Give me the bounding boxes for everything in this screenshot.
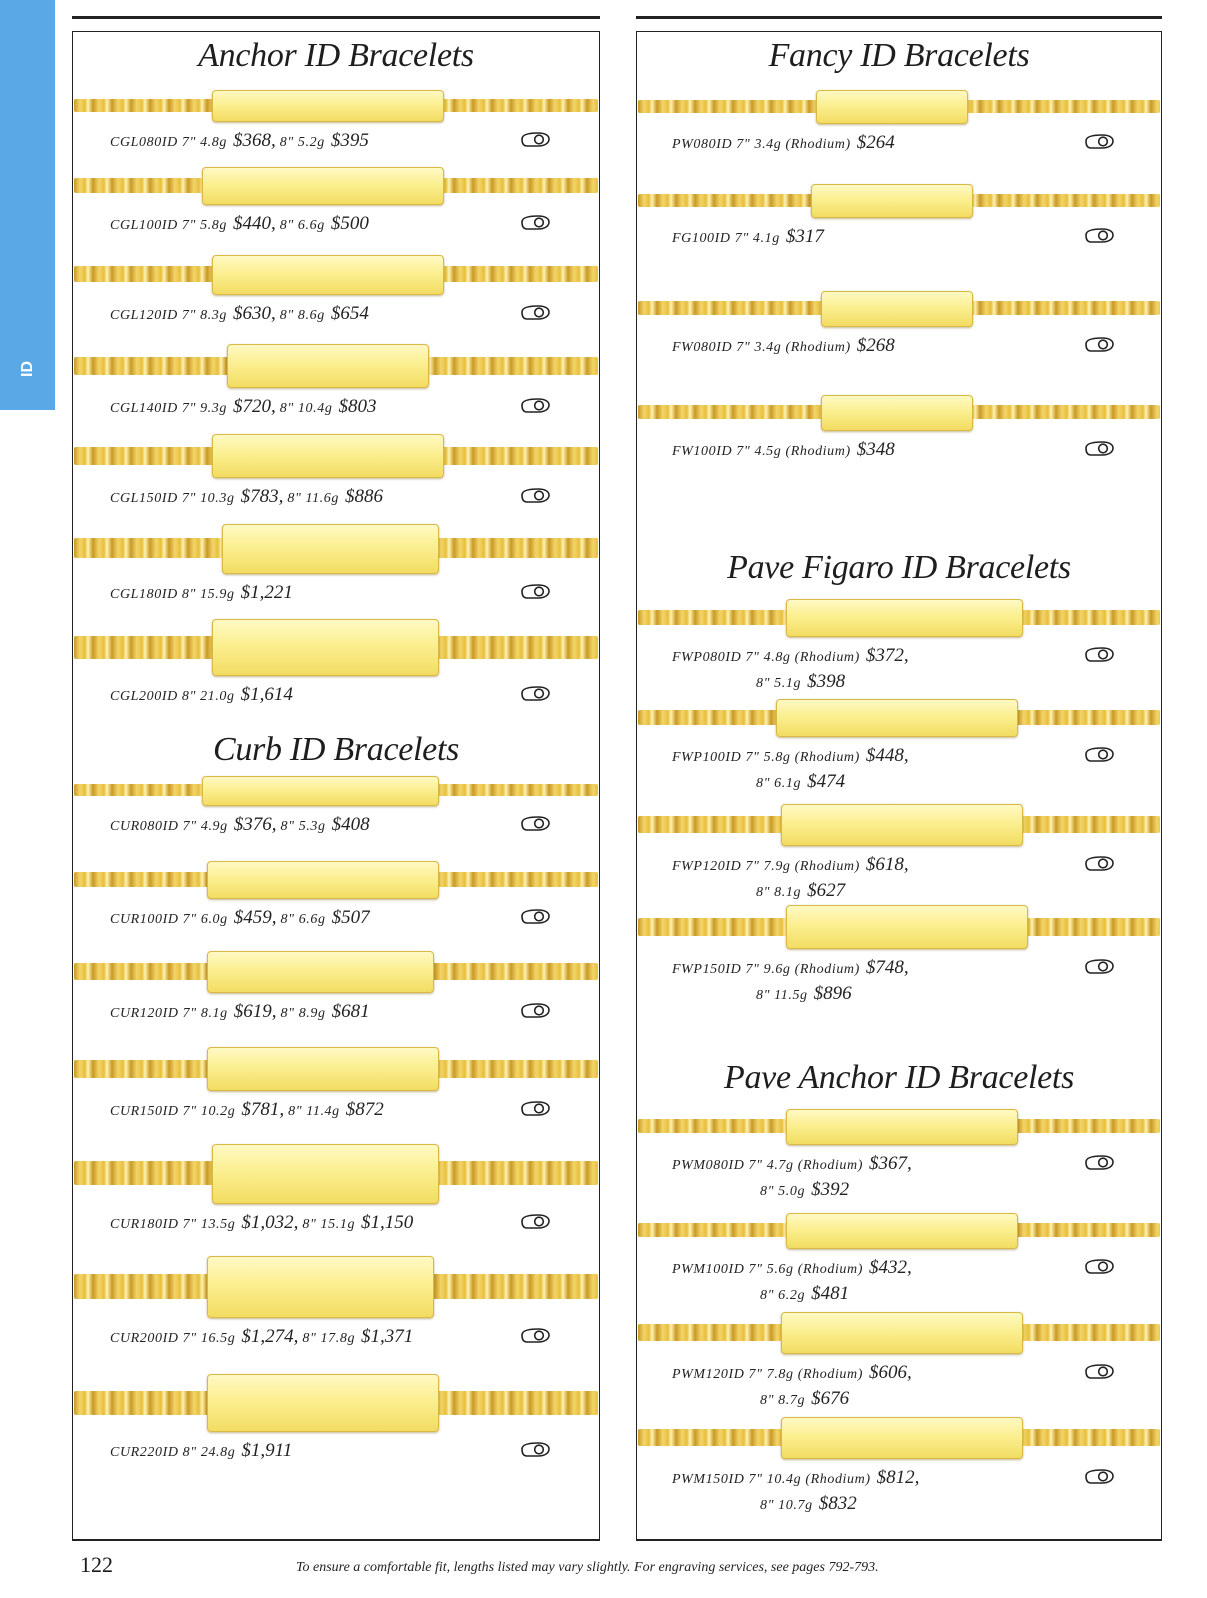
item-price: $619, [233,1001,277,1022]
bracelet-item [636,804,1162,901]
item-code-spec: PW080ID 7" 3.4g (Rhodium) [672,137,851,152]
item-price: $348 [856,439,895,460]
item-price: $1,911 [241,1440,293,1461]
id-plate [786,1109,1018,1145]
item-spec [672,745,913,767]
item-price: $264 [856,132,895,153]
item-code-spec: CGL120ID 7" 8.3g [110,308,227,323]
lobster-clasp-icon [518,1000,552,1020]
item-price: $376, [233,814,277,835]
item-code-spec: PWM100ID 7" 5.6g (Rhodium) [672,1262,864,1277]
item-spec [110,130,373,152]
item-spec-8in: 8" 11.5g [756,988,808,1003]
id-plate [781,1417,1023,1459]
item-price-8in: $896 [813,983,852,1004]
id-plate [207,861,439,899]
item-price-8in: $500 [330,213,369,234]
id-plate [786,905,1028,949]
item-spec-line2 [756,671,845,693]
bracelet-image [72,90,600,120]
item-price-8in: $681 [331,1001,370,1022]
lobster-clasp-icon [518,1098,552,1118]
item-spec [110,582,297,604]
item-spec [672,439,899,461]
left-column [72,16,600,1541]
item-price: $367, [869,1153,912,1174]
item-spec-8in: 8" 17.8g [302,1331,356,1346]
item-spec [110,907,374,929]
lobster-clasp-icon [1082,334,1116,354]
item-price: $1,274, [241,1326,299,1347]
lobster-clasp-icon [1082,438,1116,458]
lobster-clasp-icon [1082,956,1116,976]
item-price: $432, [869,1257,912,1278]
item-code-spec: FW080ID 7" 3.4g (Rhodium) [672,340,851,355]
item-spec-8in: 8" 6.1g [756,776,802,791]
bracelet-item [636,599,1162,692]
item-code-spec: CUR150ID 7" 10.2g [110,1104,236,1119]
bracelet-image [636,1417,1162,1457]
lobster-clasp-icon [1082,1361,1116,1381]
id-plate [227,344,429,388]
item-code-spec: CUR120ID 7" 8.1g [110,1006,228,1021]
item-price: $368, [233,130,276,151]
item-spec [110,814,374,836]
lobster-clasp-icon [1082,1466,1116,1486]
item-price-8in: $474 [807,771,846,792]
item-code-spec: CUR100ID 7" 6.0g [110,912,228,927]
bracelet-item [636,291,1162,365]
item-price-8in: $654 [330,303,369,324]
item-spec-8in: 8" 8.7g [760,1393,806,1408]
item-spec-8in: 8" 8.9g [280,1006,326,1021]
id-plate [202,776,439,806]
item-spec-8in: 8" 15.1g [302,1217,356,1232]
item-code-spec: CUR220ID 8" 24.8g [110,1445,236,1460]
item-code-spec: CUR180ID 7" 13.5g [110,1217,236,1232]
item-spec [672,645,913,667]
item-price: $459, [233,907,277,928]
lobster-clasp-icon [518,212,552,232]
section-title-pave-anchor: Pave Anchor ID Bracelets [724,1059,1074,1096]
item-spec-8in: 8" 5.3g [280,819,326,834]
item-price: $720, [233,396,276,417]
item-spec-line2 [756,983,852,1005]
bracelet-image [72,1047,600,1089]
bracelet-image [72,1256,600,1316]
bracelet-image [636,291,1162,325]
bracelet-item [72,434,600,516]
id-plate [821,291,973,327]
lobster-clasp-icon [518,906,552,926]
lobster-clasp-icon [1082,744,1116,764]
lobster-clasp-icon [518,683,552,703]
item-spec-8in: 8" 8.6g [279,308,325,323]
item-code-spec: CUR080ID 7" 4.9g [110,819,228,834]
item-price-8in: $398 [807,671,846,692]
item-price: $268 [856,335,895,356]
item-spec [110,1001,374,1023]
item-code-spec: PWM150ID 7" 10.4g (Rhodium) [672,1472,871,1487]
item-spec-8in: 8" 11.6g [287,491,339,506]
bracelet-image [636,1109,1162,1143]
bracelet-item [72,951,600,1031]
bracelet-image [72,1374,600,1430]
item-code-spec: FG100ID 7" 4.1g [672,231,780,246]
item-code-spec: FWP150ID 7" 9.6g (Rhodium) [672,962,860,977]
bracelet-image [72,524,600,572]
item-price-8in: $803 [338,396,377,417]
id-plate [786,599,1023,637]
item-spec-line2 [760,1179,849,1201]
id-plate [212,90,444,122]
bracelet-image [72,619,600,674]
bracelet-item [72,90,600,160]
item-spec [110,486,387,508]
bracelet-item [72,344,600,426]
bracelet-item [636,1312,1162,1409]
item-spec-line2 [760,1388,849,1410]
item-price-8in: $481 [811,1283,850,1304]
item-code-spec: CGL200ID 8" 21.0g [110,689,235,704]
item-spec-8in: 8" 8.1g [756,885,802,900]
item-price: $618, [865,854,909,875]
bracelet-item [636,395,1162,469]
item-spec [672,335,899,357]
item-price-8in: $627 [807,880,846,901]
item-spec [672,1467,923,1489]
item-code-spec: FWP100ID 7" 5.8g (Rhodium) [672,750,860,765]
id-plate [207,1256,434,1318]
item-code-spec: FW100ID 7" 4.5g (Rhodium) [672,444,851,459]
lobster-clasp-icon [1082,131,1116,151]
item-price-8in: $1,150 [361,1212,414,1233]
item-spec [672,957,913,979]
item-spec-8in: 8" 6.6g [280,912,326,927]
id-plate [811,184,973,218]
id-plate [212,619,439,676]
id-plate [781,1312,1023,1354]
item-spec [110,303,373,325]
item-code-spec: PWM120ID 7" 7.8g (Rhodium) [672,1367,864,1382]
bracelet-item [636,699,1162,792]
item-spec-8in: 8" 5.1g [756,676,802,691]
lobster-clasp-icon [518,302,552,322]
item-price-8in: $395 [330,130,369,151]
bracelet-image [636,905,1162,947]
item-price: $781, [241,1099,285,1120]
item-spec-line2 [760,1283,849,1305]
lobster-clasp-icon [518,813,552,833]
category-tab-label: ID [19,361,36,377]
item-spec-8in: 8" 6.6g [279,218,325,233]
item-price: $440, [233,213,276,234]
bracelet-item [72,1144,600,1242]
footnote: To ensure a comfortable fit, lengths listed may vary slightly. For engraving services, see pages 792-793. [296,1560,879,1575]
lobster-clasp-icon [518,1325,552,1345]
id-plate [786,1213,1018,1249]
item-code-spec: CGL080ID 7" 4.8g [110,135,227,150]
item-price: $783, [240,486,284,507]
section-title-fancy: Fancy ID Bracelets [768,37,1030,74]
bracelet-item [636,184,1162,256]
bracelet-image [72,167,600,203]
item-code-spec: FWP080ID 7" 4.8g (Rhodium) [672,650,860,665]
id-plate [207,951,434,993]
item-code-spec: CUR200ID 7" 16.5g [110,1331,236,1346]
bracelet-image [636,90,1162,122]
lobster-clasp-icon [518,129,552,149]
bracelet-item [636,905,1162,1004]
lobster-clasp-icon [1082,1256,1116,1276]
section-title-anchor: Anchor ID Bracelets [198,37,474,74]
id-plate [212,255,444,295]
bracelet-item [72,167,600,243]
item-price: $448, [865,745,909,766]
item-spec [110,1440,296,1462]
right-column [636,16,1162,1541]
lobster-clasp-icon [518,395,552,415]
item-spec [672,132,899,154]
item-price-8in: $886 [344,486,383,507]
bracelet-image [72,861,600,897]
item-spec [110,1099,388,1121]
item-spec-8in: 8" 10.7g [760,1498,813,1513]
item-code-spec: CGL100ID 7" 5.8g [110,218,227,233]
section-title-curb: Curb ID Bracelets [212,731,460,768]
bracelet-image [636,184,1162,216]
item-spec-8in: 8" 5.0g [760,1184,806,1199]
item-price-8in: $1,371 [361,1326,414,1347]
item-price: $1,614 [240,684,293,705]
item-price: $630, [233,303,276,324]
bracelet-image [72,776,600,804]
item-spec-line2 [760,1493,857,1515]
lobster-clasp-icon [518,1439,552,1459]
item-spec [110,1326,417,1348]
bracelet-image [72,434,600,476]
bracelet-image [72,255,600,293]
item-price-8in: $832 [818,1493,857,1514]
item-price-8in: $676 [811,1388,850,1409]
item-spec [672,226,828,248]
bracelet-item [72,255,600,333]
bracelet-item [636,1109,1162,1200]
item-code-spec: FWP120ID 7" 7.9g (Rhodium) [672,859,860,874]
bracelet-item [72,776,600,844]
id-plate [212,434,444,478]
id-plate [821,395,973,431]
item-price-8in: $392 [811,1179,850,1200]
lobster-clasp-icon [1082,1152,1116,1172]
item-spec-line2 [756,771,845,793]
id-plate [207,1047,439,1091]
bracelet-image [636,699,1162,735]
item-code-spec: PWM080ID 7" 4.7g (Rhodium) [672,1158,864,1173]
page-number: 122 [80,1552,113,1577]
section-title-pave-figaro: Pave Figaro ID Bracelets [727,549,1071,586]
bracelet-item [636,1213,1162,1304]
item-spec [110,1212,417,1234]
bracelet-image [636,1213,1162,1247]
bracelet-image [636,395,1162,429]
item-spec [672,1153,916,1175]
item-spec-8in: 8" 11.4g [288,1104,340,1119]
bracelet-image [636,599,1162,635]
item-price-8in: $507 [331,907,370,928]
item-spec-8in: 8" 5.2g [279,135,325,150]
bracelet-item [636,90,1162,162]
bracelet-item [72,1047,600,1129]
item-spec [672,854,913,876]
item-code-spec: CGL180ID 8" 15.9g [110,587,235,602]
bracelet-image [636,1312,1162,1352]
item-price-8in: $872 [345,1099,384,1120]
category-tab [0,0,55,410]
item-spec [672,1257,916,1279]
bracelet-item [72,861,600,937]
lobster-clasp-icon [518,581,552,601]
bracelet-image [72,1144,600,1202]
id-plate [207,1374,439,1432]
item-price: $317 [785,226,824,247]
lobster-clasp-icon [1082,225,1116,245]
bracelet-item [72,1374,600,1470]
item-spec [110,684,297,706]
bracelet-image [72,344,600,386]
bracelet-item [72,1256,600,1356]
lobster-clasp-icon [1082,644,1116,664]
item-spec-8in: 8" 10.4g [279,401,333,416]
item-price: $372, [865,645,909,666]
item-price: $606, [869,1362,912,1383]
item-price: $1,032, [241,1212,299,1233]
item-spec [672,1362,916,1384]
lobster-clasp-icon [518,485,552,505]
bracelet-item [72,524,600,612]
bracelet-image [72,951,600,991]
lobster-clasp-icon [1082,853,1116,873]
item-spec-8in: 8" 6.2g [760,1288,806,1303]
item-price: $1,221 [240,582,293,603]
id-plate [816,90,968,124]
id-plate [202,167,444,205]
item-spec [110,396,380,418]
item-price: $748, [865,957,909,978]
bracelet-image [636,804,1162,844]
lobster-clasp-icon [518,1211,552,1231]
id-plate [781,804,1023,846]
item-spec-line2 [756,880,845,902]
id-plate [222,524,439,574]
item-spec [110,213,373,235]
bracelet-item [72,619,600,714]
bracelet-item [636,1417,1162,1514]
item-price: $812, [876,1467,920,1488]
id-plate [776,699,1018,737]
id-plate [212,1144,439,1204]
item-code-spec: CGL140ID 7" 9.3g [110,401,227,416]
item-code-spec: CGL150ID 7" 10.3g [110,491,235,506]
item-price-8in: $408 [331,814,370,835]
